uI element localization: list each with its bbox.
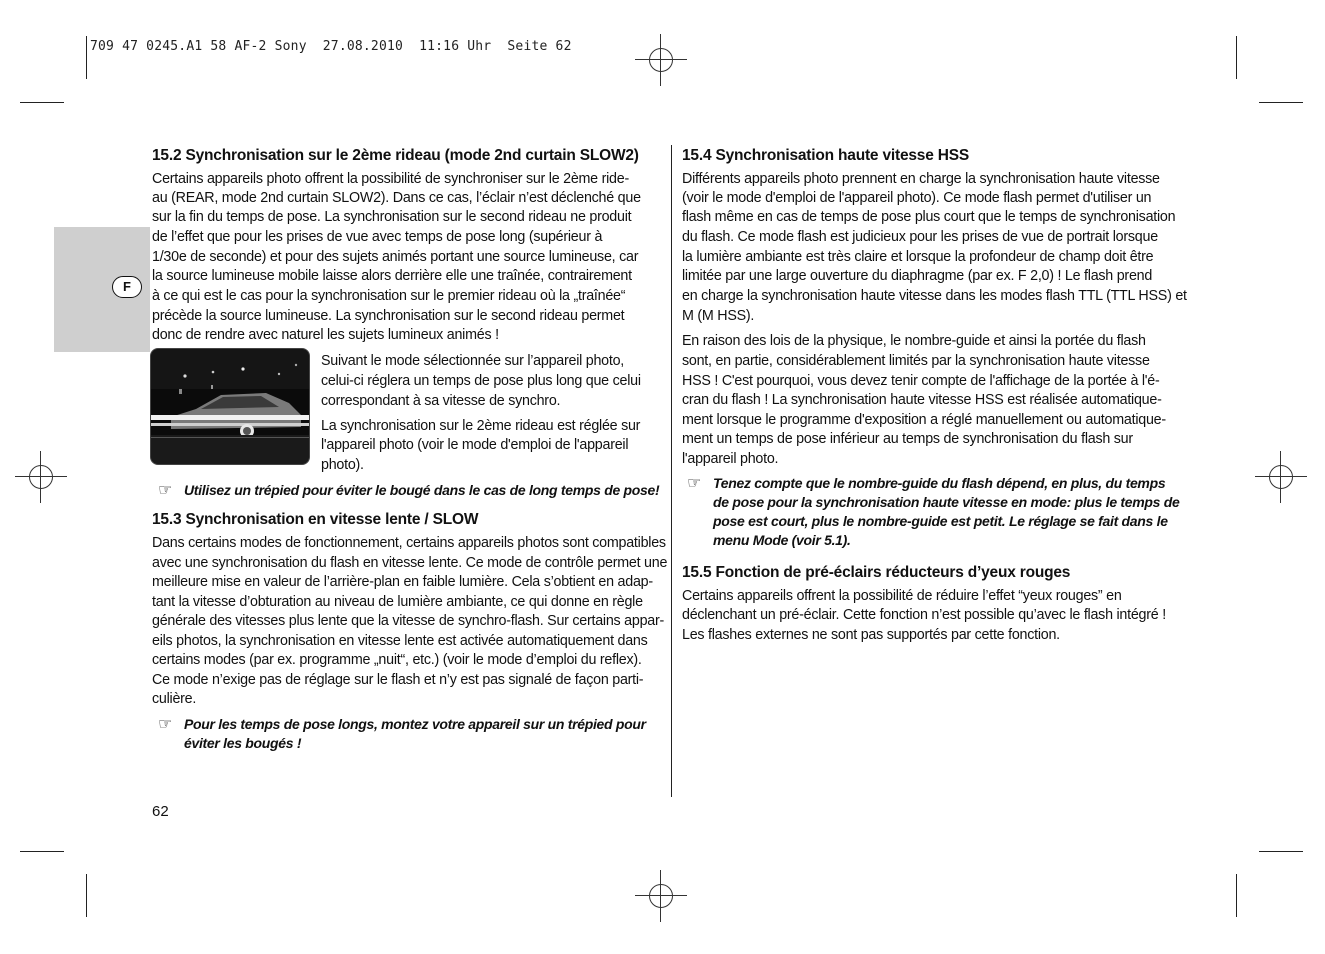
tip-note: Utilisez un trépied pour éviter le bougé dans le cas de long temps de pose! (184, 482, 660, 498)
text-line: Suivant le mode sélectionnée sur l’appareil photo, (321, 353, 625, 369)
text-line: donc de rendre avec naturel les sujets lumineux animés ! (152, 327, 499, 343)
crop-mark (20, 102, 64, 103)
text-line: au (REAR, mode 2nd curtain SLOW2). Dans ce cas, l’éclair n’est déclenché que (152, 190, 641, 206)
registration-mark-icon (635, 870, 687, 922)
text-line: Ce mode n’exige pas de réglage sur le flash et n’y est pas signalé de façon parti- (152, 672, 644, 688)
text-line: En raison des lois de la physique, le nombre-guide et ainsi la portée du flash (682, 333, 1146, 349)
tip-note: éviter les bougés ! (184, 735, 302, 751)
text-line: sont, en partie, considérablement limités par la synchronisation haute vitesse (682, 353, 1150, 369)
registration-mark-icon (635, 34, 687, 86)
text-line: précède la source lumineuse. La synchronisation sur le second rideau permet (152, 308, 625, 324)
text-line: générale des vitesses plus lente que la vitesse de synchro-flash. Sur certains appar- (152, 613, 664, 629)
text-line: eils photos, la synchronisation en vitesse lente est activée automatiquement dans (152, 633, 648, 649)
text-line: Certains appareils offrent la possibilité de réduire l’effet “yeux rouges” en (682, 588, 1122, 604)
text-line: avec une synchronisation du flash en vitesse lente. Ce mode de contrôle permet une (152, 555, 668, 571)
pointing-hand-icon: ☞ (158, 480, 173, 499)
column-divider (671, 145, 672, 797)
text-line: l'appareil photo (voir le mode d'emploi de l'appareil (321, 437, 629, 453)
registration-mark-icon (1255, 451, 1307, 503)
text-line: ment un temps de pose inférieur au temps de synchronisation du flash sur (682, 431, 1133, 447)
text-line: 1/30e de seconde) et pour des sujets animés portant une source lumineuse, car (152, 249, 639, 265)
text-line: cran du flash ! La synchronisation haute vitesse HSS est réalisée automatique- (682, 392, 1162, 408)
text-line: tant la vitesse d’obturation au niveau de lumière ambiante, ce qui donne en règle (152, 594, 643, 610)
text-line: (voir le mode d'emploi de l'appareil photo). Ce mode flash permet d'utiliser un (682, 190, 1152, 206)
text-line: en charge la synchronisation haute vitesse dans les modes flash TTL (TTL HSS) et (682, 288, 1187, 304)
text-line: à ce qui est le cas pour la synchronisation sur le premier rideau où la „traînée“ (152, 288, 626, 304)
text-line: de l’effet que pour les prises de vue avec temps de pose long (supérieur à (152, 229, 603, 245)
text-line: Différents appareils photo prennent en charge la synchronisation haute vitesse (682, 171, 1160, 187)
print-slug: 709 47 0245.A1 58 AF-2 Sony 27.08.2010 11:16 Uhr Seite 62 (90, 39, 572, 54)
night-car-photo (150, 348, 310, 465)
text-line: Dans certains modes de fonctionnement, certains appareils photos sont compatibles (152, 535, 666, 551)
text-line: culière. (152, 691, 197, 707)
text-line: la source lumineuse mobile laisse alors derrière elle une traînée, contrairement (152, 268, 632, 284)
text-line: Les flashes externes ne sont pas supportés par cette fonction. (682, 627, 1060, 643)
crop-mark (1259, 851, 1303, 852)
text-line: limitée par une large ouverture du diaphragme (par ex. F 2,0) ! Le flash prend (682, 268, 1153, 284)
text-line: ment lorsque le programme d'exposition a réglé manuellement ou automatique- (682, 412, 1166, 428)
text-line: du flash. Ce mode flash est judicieux pour les prises de vue de portrait lorsque (682, 229, 1158, 245)
text-line: M (M HSS). (682, 308, 755, 324)
night-car-photo-graphic (151, 349, 309, 464)
text-line: flash même en cas de temps de pose plus court que le temps de synchronisation (682, 209, 1176, 225)
tip-note: Pour les temps de pose longs, montez votre appareil sur un trépied pour (184, 716, 646, 732)
section-heading: 15.5 Fonction de pré-éclairs réducteurs d’yeux rouges (682, 564, 1071, 581)
text-line: meilleure mise en valeur de l’arrière-plan en faible lumière. Cela s’obtient en adap- (152, 574, 653, 590)
language-badge: F (112, 276, 142, 298)
crop-mark (20, 851, 64, 852)
pointing-hand-icon: ☞ (687, 473, 702, 492)
pointing-hand-icon: ☞ (158, 714, 173, 733)
crop-mark (1259, 102, 1303, 103)
text-line: HSS ! C'est pourquoi, vous devez tenir compte de l'affichage de la portée à l'é- (682, 373, 1160, 389)
text-line: La synchronisation sur le 2ème rideau est réglée sur (321, 418, 641, 434)
text-line: correspondant à sa vitesse de synchro. (321, 393, 561, 409)
text-line: celui-ci réglera un temps de pose plus long que celui (321, 373, 641, 389)
tip-note: de pose pour la synchronisation haute vitesse en mode: plus le temps de (713, 494, 1180, 510)
tip-note: pose est court, plus le nombre-guide est petit. Le réglage se fait dans le (713, 513, 1168, 529)
text-line: l'appareil photo. (682, 451, 779, 467)
section-heading: 15.4 Synchronisation haute vitesse HSS (682, 147, 970, 164)
crop-mark (86, 36, 87, 79)
text-line: la lumière ambiante est très claire et lorsque la profondeur de champ doit être (682, 249, 1154, 265)
crop-mark (86, 874, 87, 917)
registration-mark-icon (15, 451, 67, 503)
text-line: sur la fin du temps de pose. La synchronisation sur le second rideau ne produit (152, 209, 632, 225)
text-line: déclenchant un pré-éclair. Cette fonction n’est possible qu’avec le flash intégré ! (682, 607, 1166, 623)
crop-mark (1236, 36, 1237, 79)
section-heading: 15.2 Synchronisation sur le 2ème rideau (mode 2nd curtain SLOW2) (152, 147, 639, 164)
section-heading: 15.3 Synchronisation en vitesse lente / SLOW (152, 511, 479, 528)
text-line: certains modes (par ex. programme „nuit“, etc.) (voir le mode d’emploi du reflex). (152, 652, 642, 668)
tip-note: Tenez compte que le nombre-guide du flash dépend, en plus, du temps (713, 475, 1166, 491)
crop-mark (1236, 874, 1237, 917)
text-line: photo). (321, 457, 364, 473)
tip-note: menu Mode (voir 5.1). (713, 532, 851, 548)
page-number: 62 (152, 803, 169, 820)
text-line: Certains appareils photo offrent la possibilité de synchroniser sur le 2ème ride- (152, 171, 629, 187)
